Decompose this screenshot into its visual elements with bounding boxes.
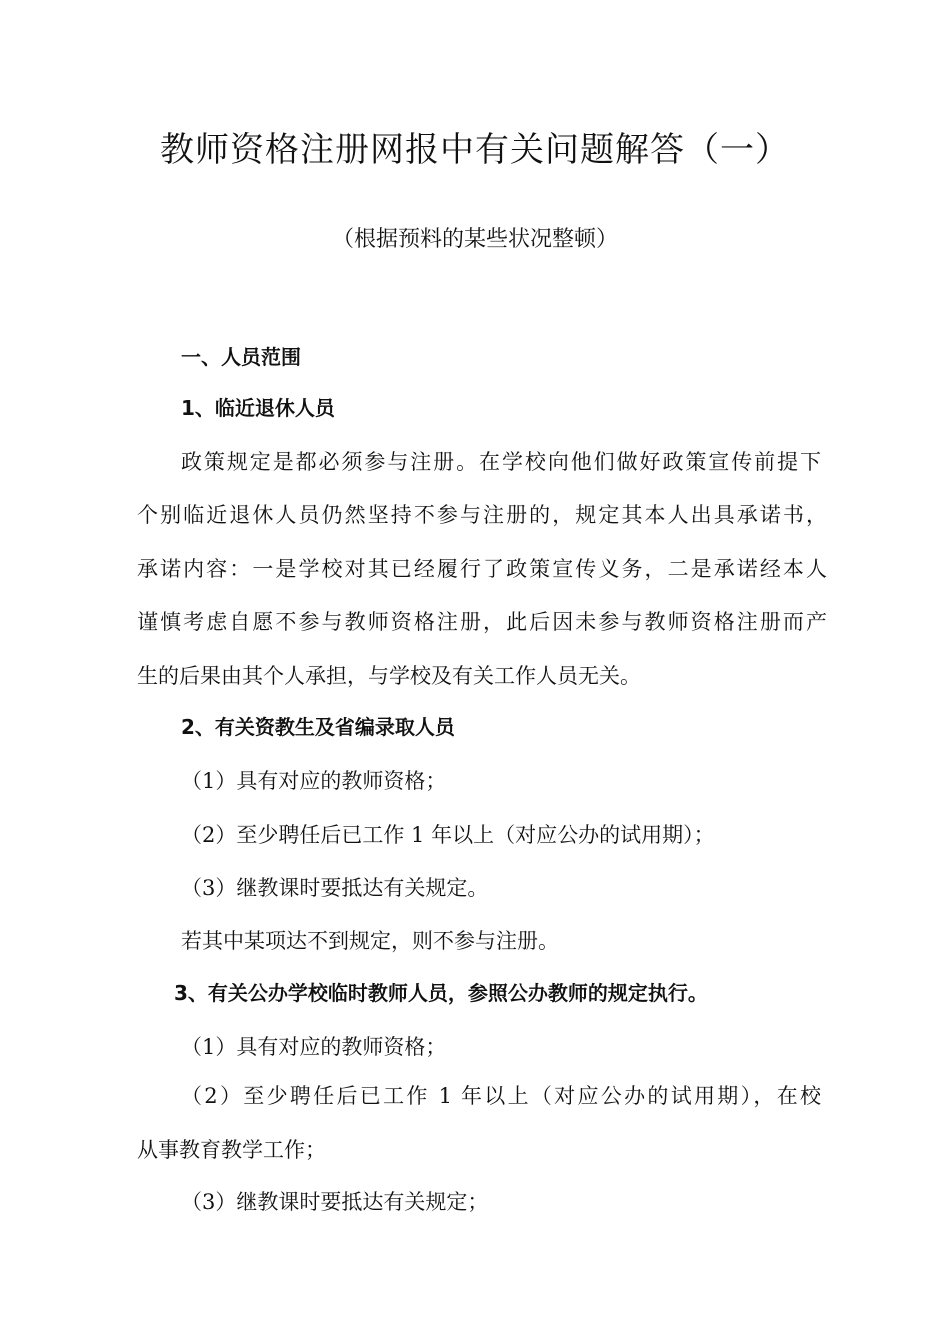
document-title: 教师资格注册网报中有关问题解答（一） <box>160 130 790 170</box>
item-heading-temporary-teachers: 3、有关公办学校临时教师人员，参照公办教师的规定执行。 <box>174 981 708 1005</box>
condition-item: （2）至少聘任后已工作 1 年以上（对应公办的试用期），在校 <box>181 1084 821 1108</box>
paragraph-line: 谨慎考虑自愿不参与教师资格注册，此后因未参与教师资格注册而产 <box>137 610 827 634</box>
condition-item: （2）至少聘任后已工作 1 年以上（对应公办的试用期）； <box>181 823 715 847</box>
item-heading-zijiaosheng: 2、有关资教生及省编录取人员 <box>181 715 455 739</box>
condition-item-continued: 从事教育教学工作； <box>137 1138 326 1162</box>
section-heading: 一、人员范围 <box>181 345 301 369</box>
item-heading-retirement: 1、临近退休人员 <box>181 396 335 420</box>
condition-item: （1）具有对应的教师资格； <box>181 769 447 793</box>
paragraph-line: 政策规定是都必须参与注册。在学校向他们做好政策宣传前提下 <box>181 450 821 474</box>
paragraph-line: 承诺内容：一是学校对其已经履行了政策宣传义务，二是承诺经本人 <box>137 557 827 581</box>
document-subtitle: （根据预料的某些状况整顿） <box>331 227 618 252</box>
condition-item: （3）继教课时要抵达有关规定； <box>181 1190 489 1214</box>
paragraph-line: 个别临近退休人员仍然坚持不参与注册的，规定其本人出具承诺书， <box>137 503 827 527</box>
paragraph-line: 生的后果由其个人承担，与学校及有关工作人员无关。 <box>137 664 641 688</box>
condition-item: （1）具有对应的教师资格； <box>181 1035 447 1059</box>
note-line: 若其中某项达不到规定，则不参与注册。 <box>181 929 559 953</box>
condition-item: （3）继教课时要抵达有关规定。 <box>181 876 489 900</box>
